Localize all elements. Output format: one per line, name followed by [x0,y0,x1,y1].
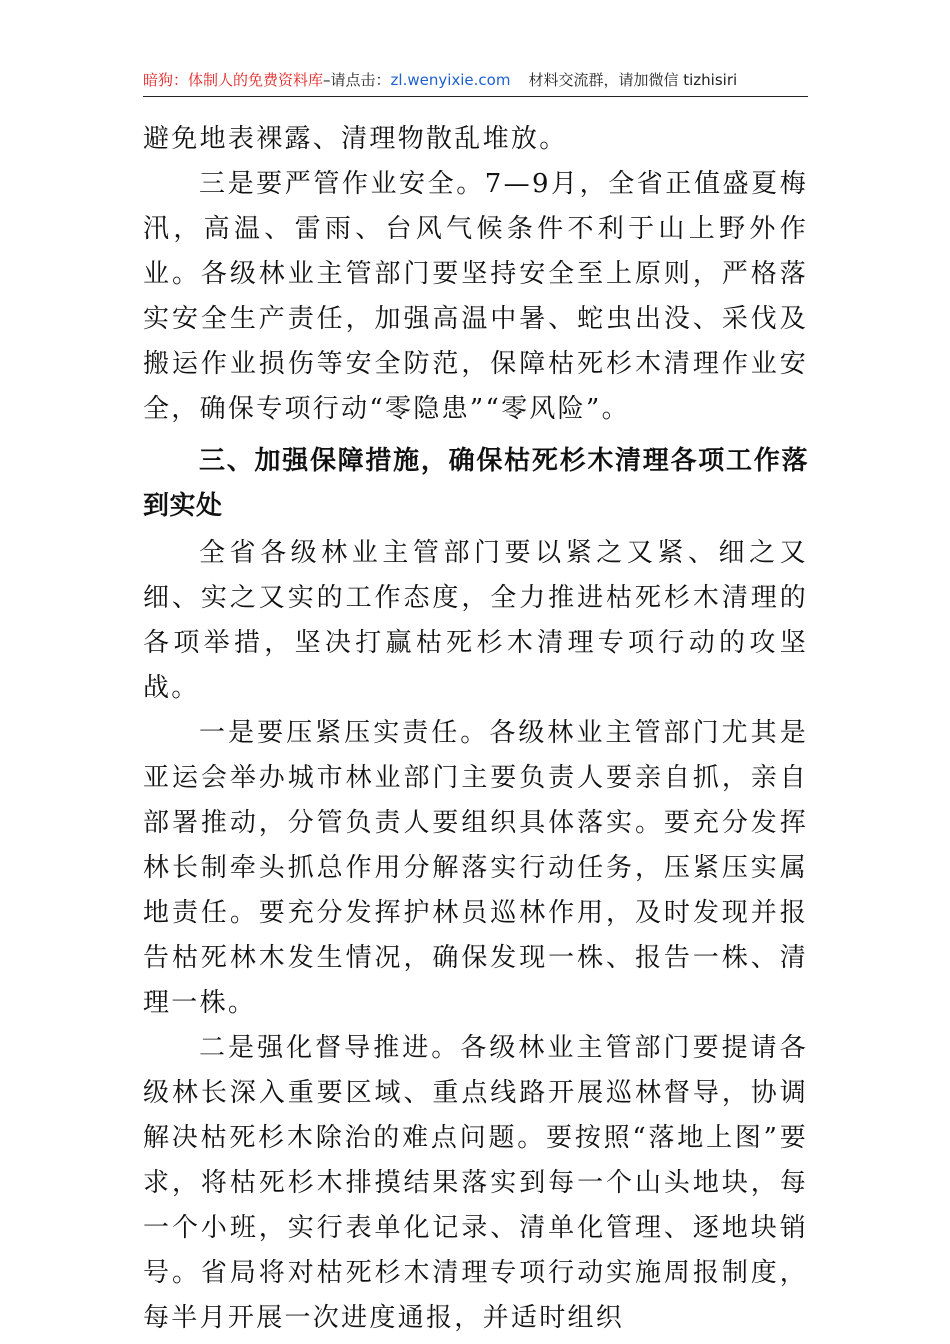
header-click-prompt: –请点击： [323,71,391,89]
paragraph-supervision: 二是强化督导推进。各级林业主管部门要提请各级林长深入重要区域、重点线路开展巡林督导，协调解决枯死杉木除治的难点问题。要按照“落地上图”要求，将枯死杉木排摸结果落实到每一个山头地块，每一个小班，实行表单化记录、清单化管理、逐地块销号。省局将对枯死杉木清理专项行动实施周报制度，每半月开展一次进度通报，并适时组织 [143,1033,808,1333]
paragraph-responsibility: 一是要压紧压实责任。各级林业主管部门尤其是亚运会举办城市林业部门主要负责人要亲自抓，亲自部署推动，分管负责人要组织具体落实。要充分发挥林长制牵头抓总作用分解落实行动任务，压紧压实属地责任。要充分发挥护林员巡林作用，及时发现并报告枯死林木发生情况，确保发现一株、报告一株、清理一株。 [143,718,808,1018]
header-url-link[interactable]: zl.wenyixie.com [390,71,511,89]
header-site-label: 暗狗：体制人的免费资料库 [143,71,324,89]
document-body [143,117,808,1341]
paragraph-work-safety: 三是要严管作业安全。7—9月，全省正值盛夏梅汛，高温、雷雨、台风气候条件不利于山上野外作业。各级林业主管部门要坚持安全至上原则，严格落实安全生产责任，加强高温中暑、蛇虫出没、采伐及搬运作业损伤等安全防范，保障枯死杉木清理作业安全，确保专项行动“零隐患”“零风险”。 [143,169,808,424]
paragraph-section-intro: 全省各级林业主管部门要以紧之又紧、细之又细、实之又实的工作态度，全力推进枯死杉木清理的各项举措，坚决打赢枯死杉木清理专项行动的攻坚战。 [143,538,808,703]
section-heading: 三、加强保障措施，确保枯死杉木清理各项工作落到实处 [143,446,808,521]
paragraph-continuation: 避免地表裸露、清理物散乱堆放。 [143,124,568,154]
header-group-text: 材料交流群，请加微信 tizhisiri [528,71,738,89]
page-header [143,64,808,97]
